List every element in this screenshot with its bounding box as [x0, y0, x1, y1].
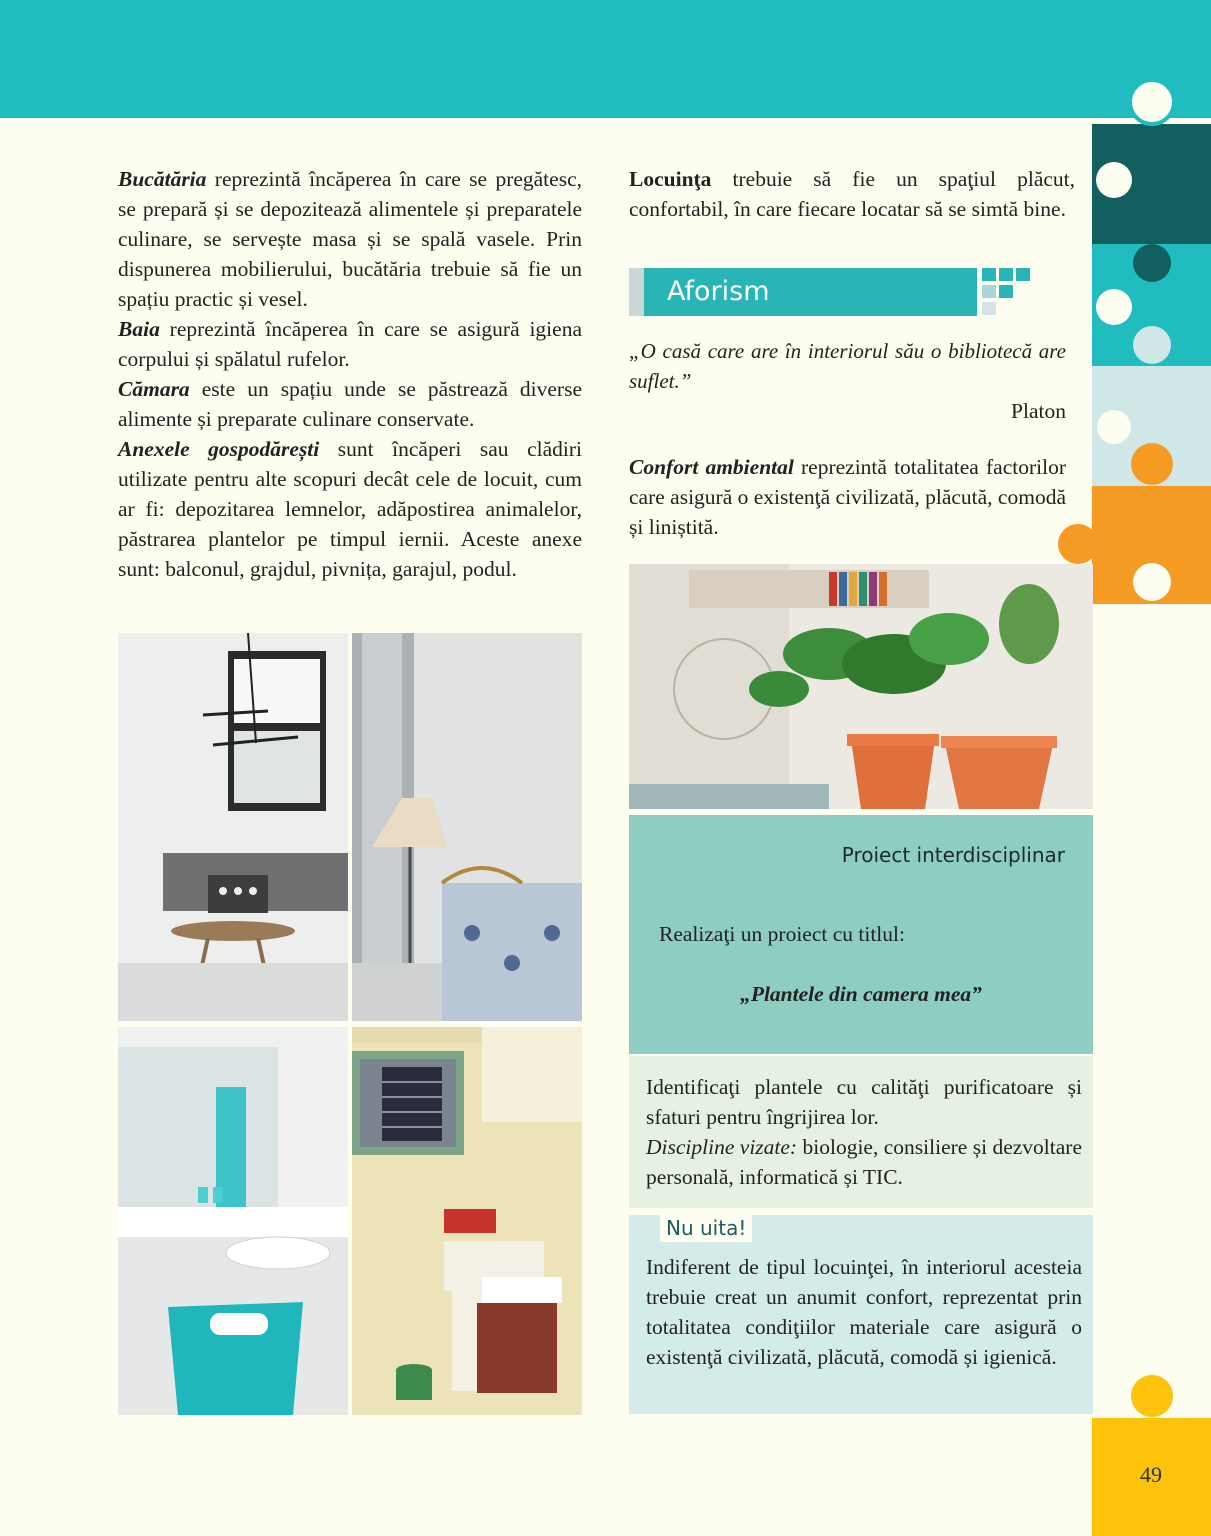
page-number: 49 — [1140, 1462, 1162, 1487]
left-column-text — [118, 164, 582, 584]
kitchen-paragraph: Bucătăria reprezintă încăperea în care se pregătesc, se prepară și se depozitează alimentele și preparatele culinare, se servește masa și se spală vasele. Prin dispunerea mobilierului, bucătăria trebuie să fie un spațiu practic și vesel. — [118, 167, 582, 311]
aforism-quote: „O casă care are în interiorul său o bibliotecă are suflet.” — [629, 339, 1066, 393]
reminder-text: Indiferent de tipul locuinţei, în interiorul acesteia trebuie creat un anumit confort, reprezentat prin totalitatea condiţiilor materiale care asigură o existenţă civilizată, plăcută, comodă și igienică. — [646, 1255, 1082, 1369]
comfort-paragraph: Confort ambiental reprezintă totalitatea factorilor care asigură o existenţă civilizată, plăcută, comodă și liniștită. — [629, 455, 1066, 539]
reminder-label: Nu uita! — [660, 1214, 752, 1242]
bedroom-photo — [352, 633, 582, 1021]
project-instruction: Realizaţi un proiect cu titlul: — [659, 922, 905, 946]
annexes-paragraph: Anexele gospodărești sunt încăperi sau clădiri utilizate pentru alte scopuri decât cele de locuit, cum ar fi: depozitarea lemnelor, adăpostirea animalelor, păstrarea plantelor pe timpul iernii. Aceste anexe sunt: balconul, grajdul, pivnița, garajul, podul. — [118, 437, 582, 581]
project-task: Identificaţi plantele cu calităţi purificatoare și sfaturi pentru îngrijirea lor. — [646, 1075, 1082, 1129]
disciplines-label: Discipline vizate: — [646, 1135, 798, 1159]
kitchen-photo — [352, 1027, 582, 1415]
disciplines-list: biologie, consiliere și dezvoltare personală, informatică și TIC. — [646, 1135, 1082, 1189]
bathroom-paragraph: Baia reprezintă încăperea în care se asigură igiena corpului și spălatul rufelor. — [118, 317, 582, 371]
houseplants-photo — [629, 564, 1093, 809]
aforism-banner-edge — [629, 268, 644, 316]
project-title: Proiect interdisciplinar — [841, 843, 1065, 867]
project-task-text — [646, 1072, 1082, 1192]
living-room-photo — [118, 633, 348, 1021]
aforism-title: Aforism — [667, 276, 770, 307]
project-name: „Plantele din camera mea” — [740, 982, 982, 1006]
header-band — [0, 0, 1211, 118]
dwelling-paragraph: Locuinţa trebuie să fie un spaţiul plăcut, confortabil, în care fiecare locatar să se simtă bine. — [629, 167, 1075, 221]
pantry-paragraph: Cămara este un spațiu unde se păstrează diverse alimente și preparate culinare conservate. — [118, 377, 582, 431]
aforism-author: Platon — [1011, 399, 1066, 423]
bathroom-photo — [118, 1027, 348, 1415]
